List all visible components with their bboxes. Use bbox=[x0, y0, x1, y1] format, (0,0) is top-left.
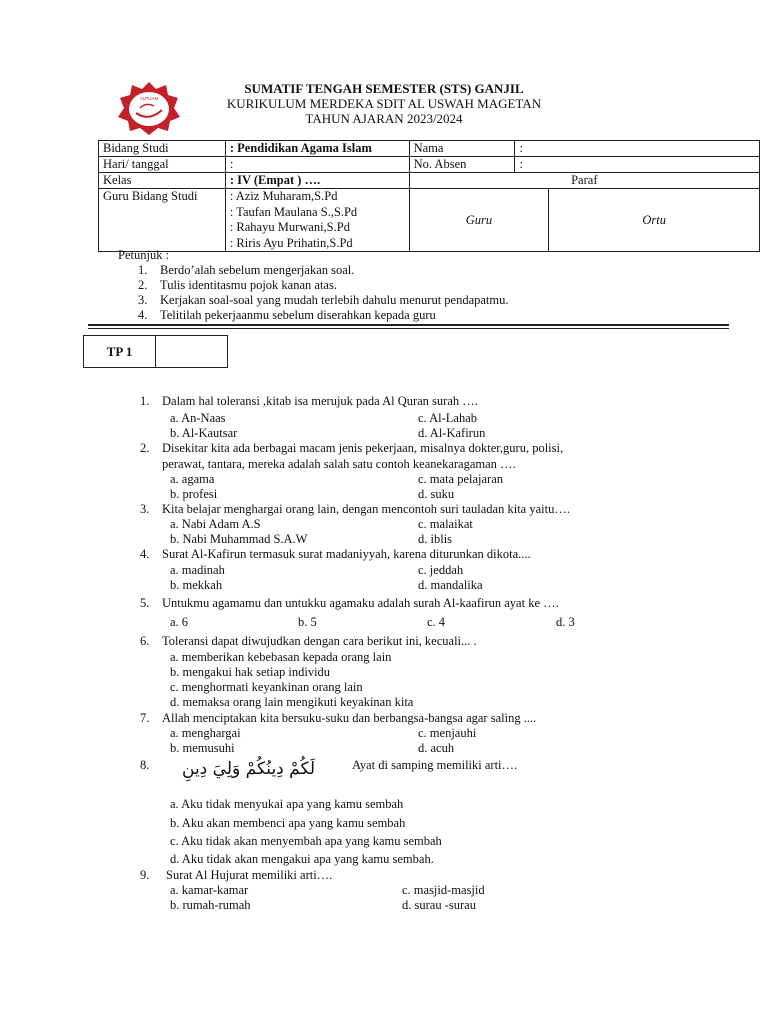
option-b[interactable]: b. Aku akan membenci apa yang kamu sembah bbox=[170, 816, 406, 830]
divider bbox=[88, 324, 729, 326]
divider bbox=[88, 328, 729, 329]
question-text: Allah menciptakan kita bersuku-suku dan berbangsa-bangsa agar saling .... bbox=[162, 711, 537, 725]
date-label: Hari/ tanggal bbox=[99, 157, 226, 173]
option-c[interactable]: c. menghormati keyankinan orang lain bbox=[170, 680, 363, 694]
option-c[interactable]: c. mata pelajaran bbox=[418, 472, 504, 486]
instruction-item: 1. Berdo’alah sebelum mengerjakan soal. bbox=[138, 263, 355, 277]
tp-label: TP 1 bbox=[84, 336, 156, 367]
question-text: Kita belajar menghargai orang lain, dengan mencontoh suri tauladan kita yaitu…. bbox=[162, 502, 570, 516]
svg-text:YLPUAM: YLPUAM bbox=[139, 96, 159, 101]
question-number: 4. bbox=[140, 547, 150, 561]
option-b[interactable]: b. mekkah bbox=[170, 578, 223, 592]
option-c[interactable]: c. malaikat bbox=[418, 517, 473, 531]
option-b[interactable]: b. 5 bbox=[298, 615, 317, 629]
option-a[interactable]: a. menghargai bbox=[170, 726, 241, 740]
option-b[interactable]: b. memusuhi bbox=[170, 741, 235, 755]
parent-signature-box[interactable]: Ortu bbox=[549, 189, 760, 252]
option-a[interactable]: a. 6 bbox=[170, 615, 189, 629]
option-b[interactable]: b. rumah-rumah bbox=[170, 898, 251, 912]
teacher-name: : Riris Ayu Prihatin,S.Pd bbox=[229, 235, 353, 250]
option-c[interactable]: c. masjid-masjid bbox=[402, 883, 485, 897]
question-number: 2. bbox=[140, 441, 150, 455]
option-c[interactable]: c. 4 bbox=[427, 615, 446, 629]
subject-label: Bidang Studi bbox=[99, 141, 226, 157]
teacher-label: Guru Bidang Studi bbox=[99, 189, 226, 252]
instruction-item: 4. Telitilah pekerjaanmu sebelum diserahkan kepada guru bbox=[138, 308, 436, 322]
question-text: perawat, tantara, mereka adalah salah satu contoh keanekaragaman …. bbox=[162, 457, 516, 471]
teacher-list bbox=[225, 189, 409, 252]
option-a[interactable]: a. Aku tidak menyukai apa yang kamu sembah bbox=[170, 797, 404, 811]
option-d[interactable]: d. 3 bbox=[556, 615, 575, 629]
option-d[interactable]: d. mandalika bbox=[418, 578, 483, 592]
instruction-item: 2. Tulis identitasmu pojok kanan atas. bbox=[138, 278, 337, 292]
option-a[interactable]: a. agama bbox=[170, 472, 215, 486]
tp-box bbox=[83, 335, 228, 368]
option-d[interactable]: d. acuh bbox=[418, 741, 455, 755]
teacher-name: : Taufan Maulana S.,S.Pd bbox=[229, 204, 358, 219]
option-a[interactable]: a. madinah bbox=[170, 563, 225, 577]
question-text: Dalam hal toleransi ,kitab isa merujuk pada Al Quran surah …. bbox=[162, 394, 478, 408]
instructions-title: Petunjuk : bbox=[118, 248, 170, 262]
teacher-signature-box[interactable]: Guru bbox=[409, 189, 549, 252]
option-a[interactable]: a. memberikan kebebasan kepada orang lain bbox=[170, 650, 392, 664]
option-c[interactable]: c. Al-Lahab bbox=[418, 411, 478, 425]
option-d[interactable]: d. iblis bbox=[418, 532, 453, 546]
academic-year: TAHUN AJARAN 2023/2024 bbox=[305, 111, 463, 126]
question-text: Ayat di samping memiliki arti…. bbox=[352, 758, 518, 772]
question-number: 9. bbox=[140, 868, 150, 882]
name-label: Nama bbox=[409, 141, 515, 157]
class-value: : IV (Empat ) …. bbox=[225, 173, 409, 189]
option-c[interactable]: c. Aku tidak akan menyembah apa yang kamu sembah bbox=[170, 834, 442, 848]
option-a[interactable]: a. Nabi Adam A.S bbox=[170, 517, 261, 531]
option-b[interactable]: b. Al-Kautsar bbox=[170, 426, 238, 440]
curriculum-line: KURIKULUM MERDEKA SDIT AL USWAH MAGETAN bbox=[226, 96, 542, 111]
option-d[interactable]: d. memaksa orang lain mengikuti keyakinan kita bbox=[170, 695, 414, 709]
option-d[interactable]: d. Aku tidak akan mengakui apa yang kamu sembah. bbox=[170, 852, 434, 866]
identity-table bbox=[98, 140, 760, 252]
question-number: 3. bbox=[140, 502, 150, 516]
question-number: 6. bbox=[140, 634, 150, 648]
option-a[interactable]: a. An-Naas bbox=[170, 411, 226, 425]
absen-field[interactable]: : bbox=[515, 157, 760, 173]
absen-label: No. Absen bbox=[409, 157, 515, 173]
question-number: 7. bbox=[140, 711, 150, 725]
teacher-name: : Rahayu Murwani,S.Pd bbox=[229, 220, 350, 234]
question-text: Toleransi dapat diwujudkan dengan cara berikut ini, kecuali... . bbox=[162, 634, 477, 648]
question-text: Surat Al Hujurat memiliki arti…. bbox=[166, 868, 333, 882]
question-text: Surat Al-Kafirun termasuk surat madaniyyah, karena diturunkan dikota.... bbox=[162, 547, 531, 561]
date-field[interactable]: : bbox=[225, 157, 409, 173]
option-b[interactable]: b. mengakui hak setiap individu bbox=[170, 665, 331, 679]
option-d[interactable]: d. surau -surau bbox=[402, 898, 476, 912]
question-number: 8. bbox=[140, 758, 150, 772]
subject-value: : Pendidikan Agama Islam bbox=[225, 141, 409, 157]
paraf-label: Paraf bbox=[409, 173, 759, 189]
name-field[interactable]: : bbox=[515, 141, 760, 157]
option-b[interactable]: b. profesi bbox=[170, 487, 218, 501]
option-a[interactable]: a. kamar-kamar bbox=[170, 883, 249, 897]
question-number: 1. bbox=[140, 394, 150, 408]
arabic-verse: لَكُمْ دِينُكُمْ وَلِيَ دِينِ bbox=[182, 759, 316, 779]
option-b[interactable]: b. Nabi Muhammad S.A.W bbox=[170, 532, 308, 546]
class-label: Kelas bbox=[99, 173, 226, 189]
option-d[interactable]: d. suku bbox=[418, 487, 455, 501]
exam-title: SUMATIF TENGAH SEMESTER (STS) GANJIL bbox=[244, 81, 524, 96]
question-text: Disekitar kita ada berbagai macam jenis pekerjaan, misalnya dokter,guru, polisi, bbox=[162, 441, 564, 455]
question-number: 5. bbox=[140, 596, 150, 610]
option-d[interactable]: d. Al-Kafirun bbox=[418, 426, 486, 440]
question-text: Untukmu agamamu dan untukku agamaku adalah surah Al-kaafirun ayat ke …. bbox=[162, 596, 559, 610]
option-c[interactable]: c. menjauhi bbox=[418, 726, 477, 740]
teacher-name: : Aziz Muharam,S.Pd bbox=[229, 189, 338, 203]
instruction-item: 3. Kerjakan soal-soal yang mudah terlebih dahulu menurut pendapatmu. bbox=[138, 293, 509, 307]
option-c[interactable]: c. jeddah bbox=[418, 563, 464, 577]
